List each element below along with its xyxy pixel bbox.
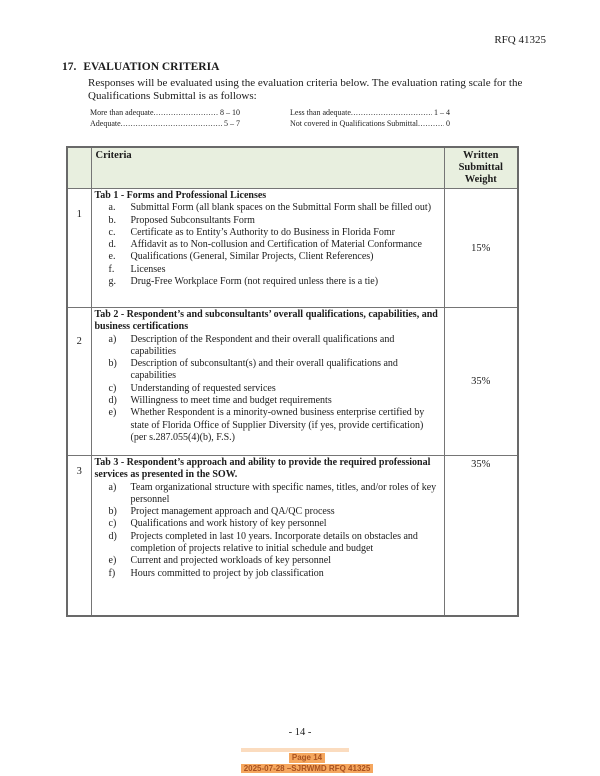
criteria-cell [91, 456, 444, 616]
stamp-doc-label: 2025-07-28 –SJRWMD RFQ 41325 [241, 764, 374, 774]
weight-cell: 35% [444, 308, 518, 456]
intro-paragraph: Responses will be evaluated using the evaluation criteria below. The evaluation rating scale for the Qualifications Submittal is as follows: [88, 77, 523, 102]
tab-title: Tab 2 - Respondent’s and subconsultants’ overall qualifications, capabilities, and business certifications [94, 309, 438, 333]
rating-scale [90, 108, 450, 129]
rating-value: 8 – 10 [220, 108, 240, 117]
rating-scale-line [290, 108, 450, 119]
dot-leader [418, 119, 444, 130]
rating-value: 5 – 7 [224, 118, 240, 128]
list-text: Drug-Free Workplace Form (not required unless there is a tie) [130, 276, 379, 288]
list-item [95, 531, 441, 556]
table-row [67, 189, 518, 308]
weight-cell: 35% [444, 456, 518, 616]
list-item [95, 506, 441, 518]
rating-scale-line [90, 119, 240, 130]
list-marker: e) [108, 555, 117, 567]
list-marker: f. [108, 263, 115, 275]
section-heading [62, 61, 219, 73]
list-text: Team organizational structure with specific names, titles, and/or roles of key personnel [130, 481, 437, 505]
rating-scale-left-column [90, 108, 240, 129]
list-item [95, 555, 441, 567]
list-marker: c) [108, 382, 117, 394]
list-marker: a. [108, 202, 116, 214]
rating-scale-right-column [290, 108, 450, 129]
stamp-page-label: Page 14 [289, 753, 325, 763]
tab-title: Tab 3 - Respondent’s approach and ability to provide the required professional services as presented in the SOW. [94, 457, 431, 481]
list-marker: a) [108, 333, 117, 345]
list-text: Hours committed to project by job classification [130, 567, 324, 579]
list-item [95, 482, 441, 507]
list-item [95, 383, 441, 395]
footer-stamp [7, 748, 600, 773]
list-marker: a) [108, 481, 117, 493]
list-marker: b) [108, 358, 117, 370]
list-item [95, 358, 441, 383]
list-item [95, 239, 441, 251]
list-marker: g. [108, 276, 116, 288]
row-number: 1 [67, 189, 91, 308]
evaluation-criteria-table [66, 146, 519, 617]
row-number: 2 [67, 308, 91, 456]
list-item [95, 395, 441, 407]
list-text: Proposed Subconsultants Form [130, 214, 255, 226]
weight-cell: 15% [444, 189, 518, 308]
list-marker: b. [108, 214, 116, 226]
dot-leader [351, 108, 432, 119]
list-marker: d) [108, 395, 117, 407]
list-text: Current and projected workloads of key personnel [130, 555, 331, 567]
list-text: Project management approach and QA/QC process [130, 506, 335, 518]
rating-label: Adequate [90, 118, 121, 128]
list-item [95, 276, 441, 288]
list-item [95, 568, 441, 580]
dot-leader [154, 108, 218, 119]
list-marker: c. [108, 226, 116, 238]
criteria-cell [91, 308, 444, 456]
list-text: Understanding of requested services [130, 382, 276, 394]
section-title: EVALUATION CRITERIA [83, 61, 220, 73]
rating-scale-line [90, 108, 240, 119]
list-text: Projects completed in last 10 years. Incorporate details on obstacles and completion of projects relative to initial schedule and budget [130, 530, 418, 555]
rating-value: 0 [446, 118, 450, 128]
list-text: Submittal Form (all blank spaces on the Submittal Form shall be filled out) [130, 202, 432, 214]
list-marker: c) [108, 518, 117, 530]
page-number: - 14 - [288, 727, 312, 738]
tab-title: Tab 1 - Forms and Professional Licenses [94, 190, 267, 201]
rating-value: 1 – 4 [434, 108, 450, 117]
list-item [95, 251, 441, 263]
list-marker: e) [108, 407, 117, 419]
list-marker: b) [108, 506, 117, 518]
list-marker: d. [108, 239, 116, 251]
list-text: Whether Respondent is a minority-owned business enterprise certified by state of Florida Office of Supplier Diversity (if yes, provide certification) (per s.287.055(4)(b), F.S.) [130, 407, 425, 443]
dot-leader [121, 119, 222, 130]
table-header-row [67, 147, 518, 189]
list-text: Description of subconsultant(s) and their overall qualifications and capabilities [130, 358, 398, 382]
list-item [95, 202, 441, 214]
list-item [95, 334, 441, 359]
list-item [95, 264, 441, 276]
highlight-smear [241, 748, 349, 752]
list-text: Qualifications (General, Similar Projects, Client References) [130, 251, 374, 263]
list-item [95, 227, 441, 239]
rating-label: More than adequate [90, 108, 154, 117]
section-number: 17. [62, 61, 77, 73]
list-marker: d) [108, 530, 117, 542]
row-number: 3 [67, 456, 91, 616]
list-item [95, 215, 441, 227]
list-text: Licenses [130, 263, 166, 275]
list-marker: f) [108, 567, 116, 579]
table-row [67, 456, 518, 616]
list-text: Certificate as to Entity’s Authority to do Business in Florida Fomr [130, 226, 395, 238]
table-header-number [67, 147, 91, 189]
rating-label: Less than adequate [290, 108, 351, 117]
list-item [95, 407, 441, 444]
list-item [95, 518, 441, 530]
list-text: Affidavit as to Non-collusion and Certification of Material Conformance [130, 239, 422, 251]
table-header-criteria: Criteria [91, 147, 444, 189]
doc-ref: RFQ 41325 [494, 34, 546, 46]
criteria-cell [91, 189, 444, 308]
rating-scale-line [290, 119, 450, 130]
list-text: Qualifications and work history of key personnel [130, 518, 327, 530]
list-text: Willingness to meet time and budget requirements [130, 395, 332, 407]
table-header-weight: Written Submittal Weight [444, 147, 518, 189]
table-row [67, 308, 518, 456]
rating-label: Not covered in Qualifications Submittal [290, 118, 418, 128]
list-text: Description of the Respondent and their overall qualifications and capabilities [130, 333, 395, 357]
list-marker: e. [108, 251, 116, 263]
